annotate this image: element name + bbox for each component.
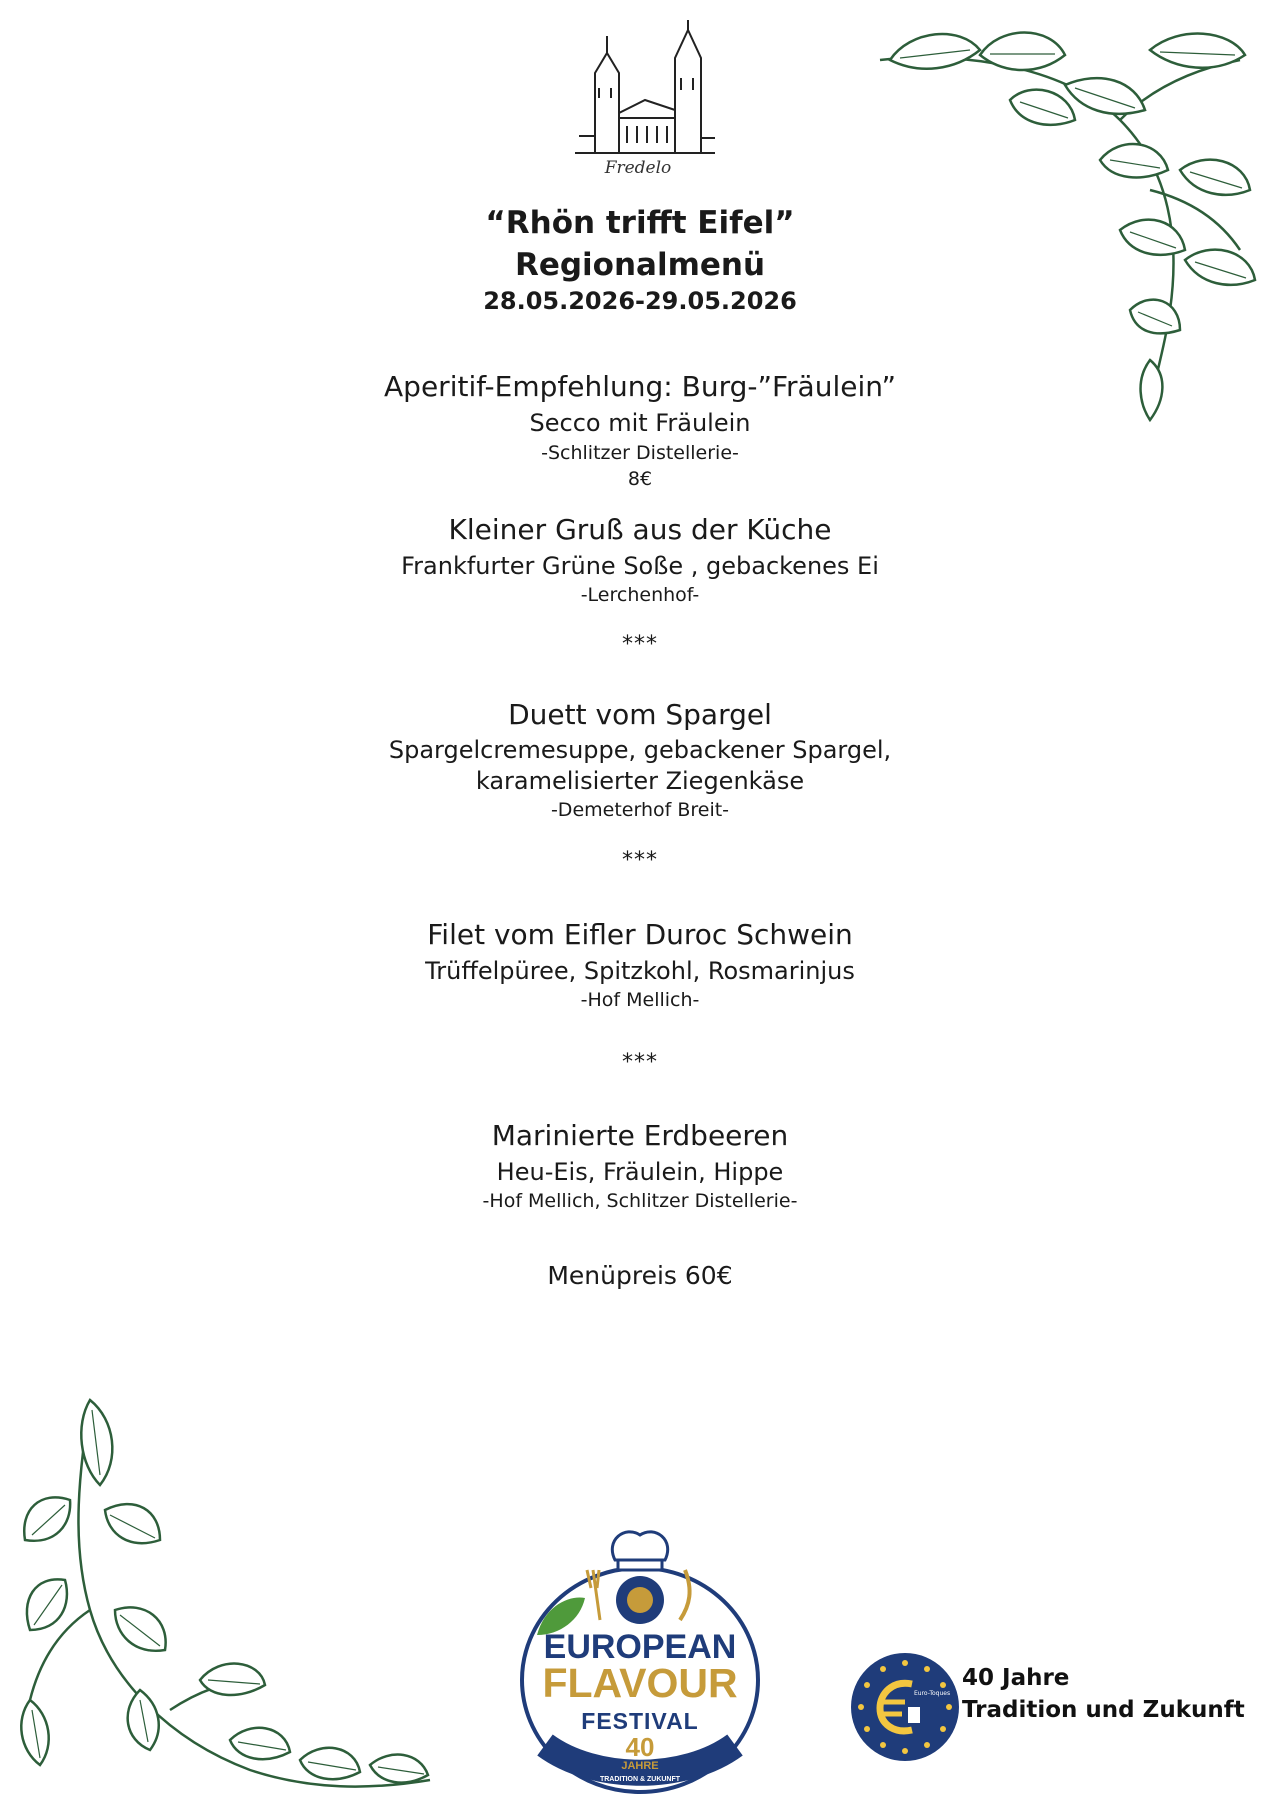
badge-tagline-years: 40 Jahre [962,1665,1070,1691]
course-2-source: -Demeterhof Breit- [550,799,730,821]
castle-logo [565,18,725,188]
menu-price: Menüpreis 60€ [547,1261,733,1290]
menu-title: “Rhön trifft Eifel” [485,205,795,241]
course-4-description: Heu-Eis, Fräulein, Hippe [496,1158,784,1186]
course-separator: *** [622,848,658,873]
festival-word-european: EUROPEAN [543,1628,737,1666]
festival-word-flavour: FLAVOUR [542,1660,738,1706]
menu-subtitle: Regionalmenü [514,247,766,283]
course-2-title: Duett vom Spargel [508,698,772,731]
festival-word-festival: FESTIVAL [581,1708,699,1734]
aperitif-description: Secco mit Fräulein [529,409,751,437]
aperitif-source: -Schlitzer Distellerie- [541,442,739,464]
menu-date-range: 28.05.2026-29.05.2026 [483,287,797,315]
course-separator: *** [622,632,658,657]
course-1-title: Kleiner Gruß aus der Küche [448,513,832,546]
course-3-description: Trüffelpüree, Spitzkohl, Rosmarinjus [425,957,855,985]
course-2-description-line1: Spargelcremesuppe, gebackener Spargel, [388,736,892,764]
badge-tagline-tradition: Tradition und Zukunft [962,1697,1245,1723]
course-4-source: -Hof Mellich, Schlitzer Distellerie- [482,1190,798,1212]
course-2-description-line2: karamelisierter Ziegenkäse [475,767,805,795]
course-4-title: Marinierte Erdbeeren [491,1119,789,1152]
european-flavour-festival-logo [515,1520,765,1795]
course-1-description: Frankfurter Grüne Soße , gebackenes Ei [401,552,879,580]
festival-anniversary-number: 40 [625,1732,655,1762]
course-3-source: -Hof Mellich- [580,989,700,1011]
euro-toques-emblem [850,1652,960,1762]
festival-anniversary-years: JAHRE [621,1760,659,1772]
euro-toques-label: Euro-Toques [914,1690,951,1697]
course-separator: *** [622,1050,658,1075]
festival-tagline: TRADITION & ZUKUNFT [599,1776,681,1783]
euro-toques-badge [850,1652,960,1762]
course-1-source: -Lerchenhof- [580,584,700,606]
vine-decoration-bottom-left [10,1380,450,1810]
course-3-title: Filet vom Eifler Duroc Schwein [427,918,853,951]
aperitif-price: 8€ [627,468,653,490]
logo-wordmark: Fredelo [604,158,672,178]
castle-drawing [565,18,725,158]
aperitif-title: Aperitif-Empfehlung: Burg-”Fräulein” [384,370,896,403]
